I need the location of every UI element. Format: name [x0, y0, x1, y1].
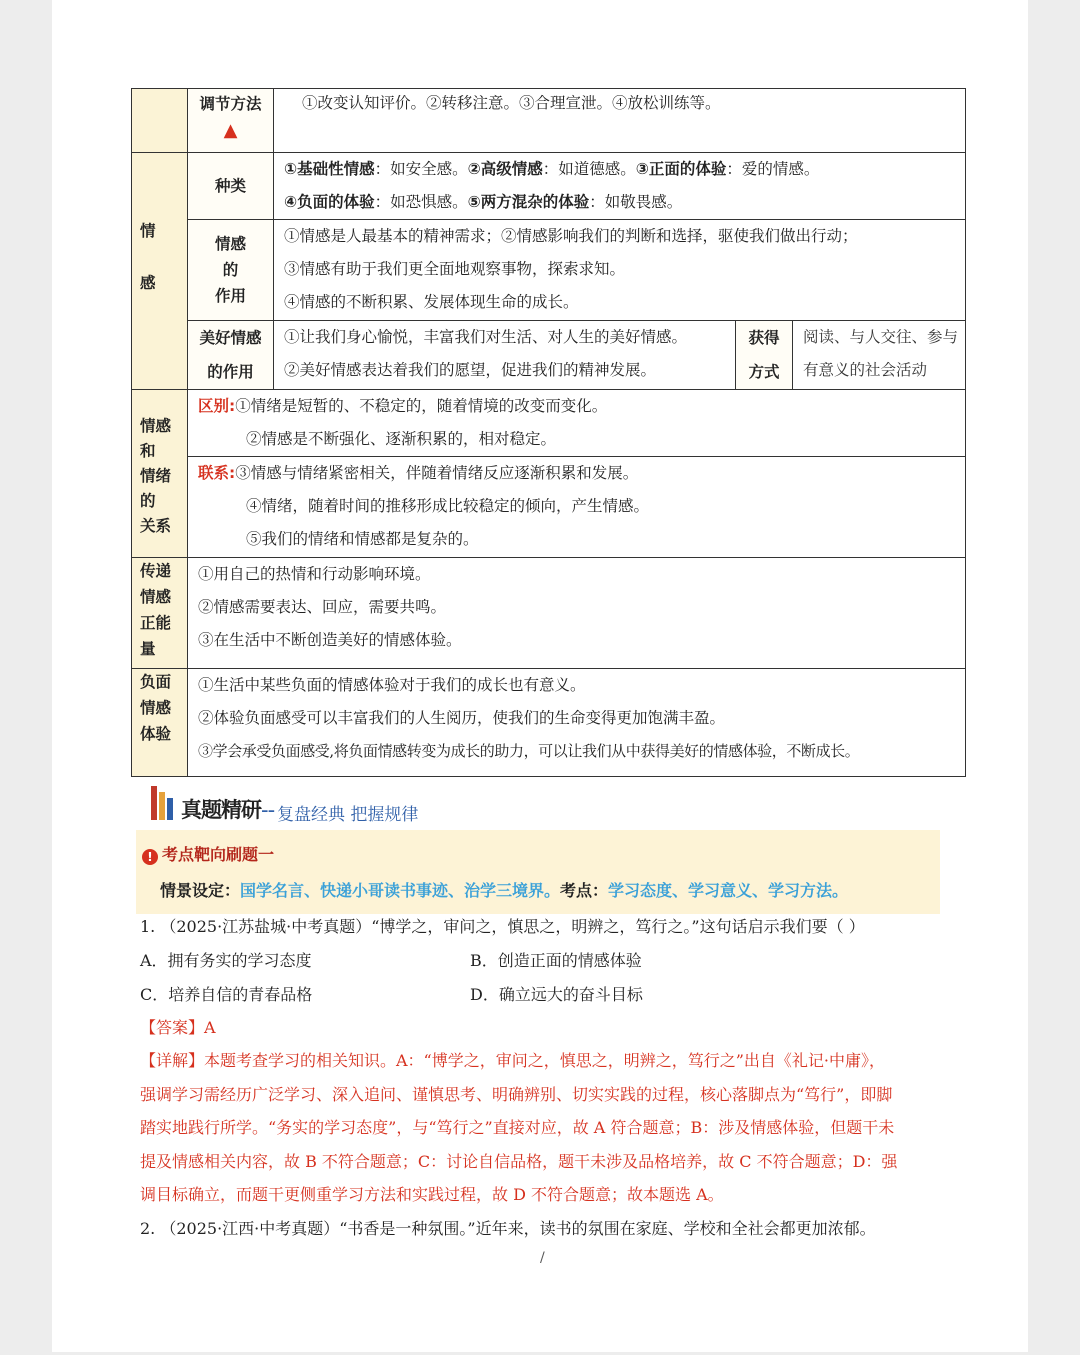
question-1-option-c: C．培养自信的青春品格 — [140, 985, 313, 1004]
type-positive-desc: ：爱的情感。 — [726, 160, 820, 178]
relation-label-1: 情感 — [140, 417, 172, 435]
point-label: 考点： — [560, 881, 609, 900]
warning-triangle-icon: ▲ — [223, 120, 238, 141]
beautiful-emotion-content — [274, 321, 736, 390]
knowledge-table — [131, 88, 966, 777]
section-title-sub: 复盘经典 把握规律 — [277, 805, 419, 825]
difference-label: 区别: — [198, 397, 236, 415]
question-1-explain-line-4: 提及情感相关内容，故 B 不符合题意；C：讨论自信品格，题干未涉及品格培养，故 C 不符合题意；D：强 — [140, 1152, 898, 1171]
type-mixed: ⑤两方混杂的体验 — [467, 193, 590, 211]
negative-line-1: ①生活中某些负面的情感体验对于我们的成长也有意义。 — [198, 676, 586, 694]
page-marker: / — [540, 1250, 545, 1266]
topic-scene-line — [160, 878, 848, 901]
transmit-label-3: 正能 — [140, 614, 172, 632]
relation-label-5: 关系 — [140, 517, 172, 535]
section-title — [149, 780, 749, 830]
role-line-1: ①情感是人最基本的精神需求；②情感影响我们的判断和选择，驱使我们做出行动； — [284, 227, 858, 245]
beautiful-line-1: ①让我们身心愉悦，丰富我们对生活、对人生的美好情感。 — [284, 328, 688, 346]
link-line-1 — [198, 457, 965, 490]
label-obtain-1: 获得 — [748, 329, 780, 347]
label-beautiful-2: 的作用 — [207, 363, 254, 381]
question-2-stem: 2. （2025·江西·中考真题）“书香是一种氛围。”近年来，读书的氛围在家庭、学校和全社会都更加浓郁。 — [140, 1219, 876, 1238]
type-negative: ④负面的体验 — [284, 193, 375, 211]
point-text: 学习态度、学习意义、学习方法。 — [608, 881, 849, 900]
negative-line-2: ②体验负面感受可以丰富我们的人生阅历，使我们的生命变得更加饱满丰盈。 — [198, 709, 726, 727]
types-content — [274, 153, 966, 220]
topic-head-text: 考点靶向刷题一 — [162, 845, 275, 864]
label-types-text: 种类 — [214, 176, 246, 195]
transmit-label-4: 量 — [140, 640, 156, 658]
category-negative — [132, 669, 188, 777]
types-line-1 — [284, 153, 965, 186]
types-line-2 — [284, 186, 965, 219]
relation-link-content — [188, 457, 966, 558]
difference-line-2: ②情感是不断强化、逐渐积累的，相对稳定。 — [246, 430, 557, 448]
regulate-method-content — [274, 89, 966, 153]
label-regulate-method — [188, 89, 274, 153]
section-title-main — [181, 794, 274, 824]
label-role-2: 的 — [222, 261, 239, 279]
negative-content — [188, 669, 966, 777]
question-1-explain-line-1: 【详解】本题考查学习的相关知识。A：“博学之，审问之，慎思之，明辨之，笃行之”出自《礼记·中庸》， — [140, 1051, 886, 1070]
document-page — [52, 0, 1028, 1352]
type-basic-desc: ：如安全感。 — [374, 160, 468, 178]
category-emotion — [132, 153, 188, 390]
category-emotion-char-1: 情 — [140, 222, 156, 240]
scene-label: 情景设定： — [160, 881, 241, 900]
section-dash: -- — [261, 798, 275, 822]
transmit-line-1: ①用自己的热情和行动影响环境。 — [198, 565, 431, 583]
link-text-1: ③情感与情绪紧密相关，伴随着情绪反应逐渐积累和发展。 — [235, 464, 639, 482]
label-obtain-2: 方式 — [748, 363, 780, 381]
question-1-answer: 【答案】A — [140, 1018, 216, 1037]
negative-label-3: 体验 — [140, 725, 172, 743]
label-role-3: 作用 — [214, 287, 246, 305]
regulate-method-text: ①改变认知评价。②转移注意。③合理宣泄。④放松训练等。 — [302, 94, 721, 112]
link-line-3: ⑤我们的情绪和情感都是复杂的。 — [246, 530, 479, 548]
label-beautiful-1: 美好情感 — [199, 329, 262, 347]
label-role-1: 情感 — [214, 235, 246, 253]
type-mixed-desc: ：如敬畏感。 — [589, 193, 683, 211]
link-line-2: ④情绪，随着时间的推移形成比较稳定的倾向，产生情感。 — [246, 497, 650, 515]
topic-head — [142, 842, 274, 865]
books-icon — [149, 782, 179, 822]
label-emotion-role — [188, 220, 274, 321]
link-label: 联系: — [198, 464, 236, 482]
question-1-explain-line-2: 强调学习需经历广泛学习、深入追问、谨慎思考、明确辨别、切实实践的过程，核心落脚点为“笃行”，即脚 — [140, 1085, 893, 1104]
label-types — [188, 153, 274, 220]
role-line-3: ④情感的不断积累、发展体现生命的成长。 — [284, 293, 579, 311]
scene-text: 国学名言、快递小哥读书事迹、治学三境界。 — [240, 881, 561, 900]
transmit-content — [188, 558, 966, 669]
difference-text-1: ①情绪是短暂的、不稳定的，随着情境的改变而变化。 — [235, 397, 608, 415]
type-basic: ①基础性情感 — [284, 160, 375, 178]
relation-difference-content — [188, 390, 966, 457]
emotion-role-content — [274, 220, 966, 321]
transmit-line-3: ③在生活中不断创造美好的情感体验。 — [198, 631, 462, 649]
question-1-explain-line-3: 踏实地践行所学。“务实的学习态度”，与“笃行之”直接对应，故 A 符合题意；B：涉及情感体验，但题干未 — [140, 1118, 895, 1137]
question-1-option-b: B．创造正面的情感体验 — [470, 951, 642, 970]
negative-label-1: 负面 — [140, 673, 172, 691]
role-line-2: ③情感有助于我们更全面地观察事物，探索求知。 — [284, 260, 626, 278]
category-relation — [132, 390, 188, 558]
lightbulb-icon: ! — [142, 849, 158, 865]
type-positive: ③正面的体验 — [635, 160, 727, 178]
negative-label-2: 情感 — [140, 699, 172, 717]
category-emotion-char-2: 感 — [140, 274, 156, 292]
section-main-text: 真题精研 — [181, 798, 261, 822]
transmit-label-1: 传递 — [140, 562, 172, 580]
label-obtain-method — [736, 321, 793, 390]
question-1-stem: 1. （2025·江苏盐城·中考真题）“博学之，审问之，慎思之，明辨之，笃行之。”这句话启示我们要（ ） — [140, 917, 865, 936]
relation-label-3: 情绪 — [140, 467, 172, 485]
category-cell-top — [132, 89, 188, 153]
question-1-explain-line-5: 调目标确立，而题干更侧重学习方法和实践过程，故 D 不符合题意；故本题选 A。 — [140, 1185, 724, 1204]
label-beautiful-emotion — [188, 321, 274, 390]
topic-box — [136, 830, 940, 914]
question-1-option-d: D．确立远大的奋斗目标 — [470, 985, 643, 1004]
type-advanced-desc: ：如道德感。 — [542, 160, 636, 178]
question-1-option-a: A．拥有务实的学习态度 — [140, 951, 312, 970]
type-advanced: ②高级情感 — [467, 160, 543, 178]
relation-label-2: 和 — [140, 442, 156, 460]
category-transmit — [132, 558, 188, 669]
type-negative-desc: ：如恐惧感。 — [374, 193, 468, 211]
beautiful-line-2: ②美好情感表达着我们的愿望，促进我们的精神发展。 — [284, 361, 657, 379]
negative-line-3: ③学会承受负面感受,将负面情感转变为成长的助力，可以让我们从中获得美好的情感体验，不断成长。 — [198, 742, 860, 760]
transmit-label-2: 情感 — [140, 588, 172, 606]
transmit-line-2: ②情感需要表达、回应，需要共鸣。 — [198, 598, 447, 616]
obtain-method-content — [793, 321, 966, 390]
obtain-line-1: 阅读、与人交往、参与 — [803, 328, 959, 346]
relation-label-4: 的 — [140, 492, 156, 510]
obtain-line-2: 有意义的社会活动 — [803, 361, 928, 379]
difference-line-1 — [198, 390, 965, 423]
label-regulate-text: 调节方法 — [199, 95, 262, 113]
